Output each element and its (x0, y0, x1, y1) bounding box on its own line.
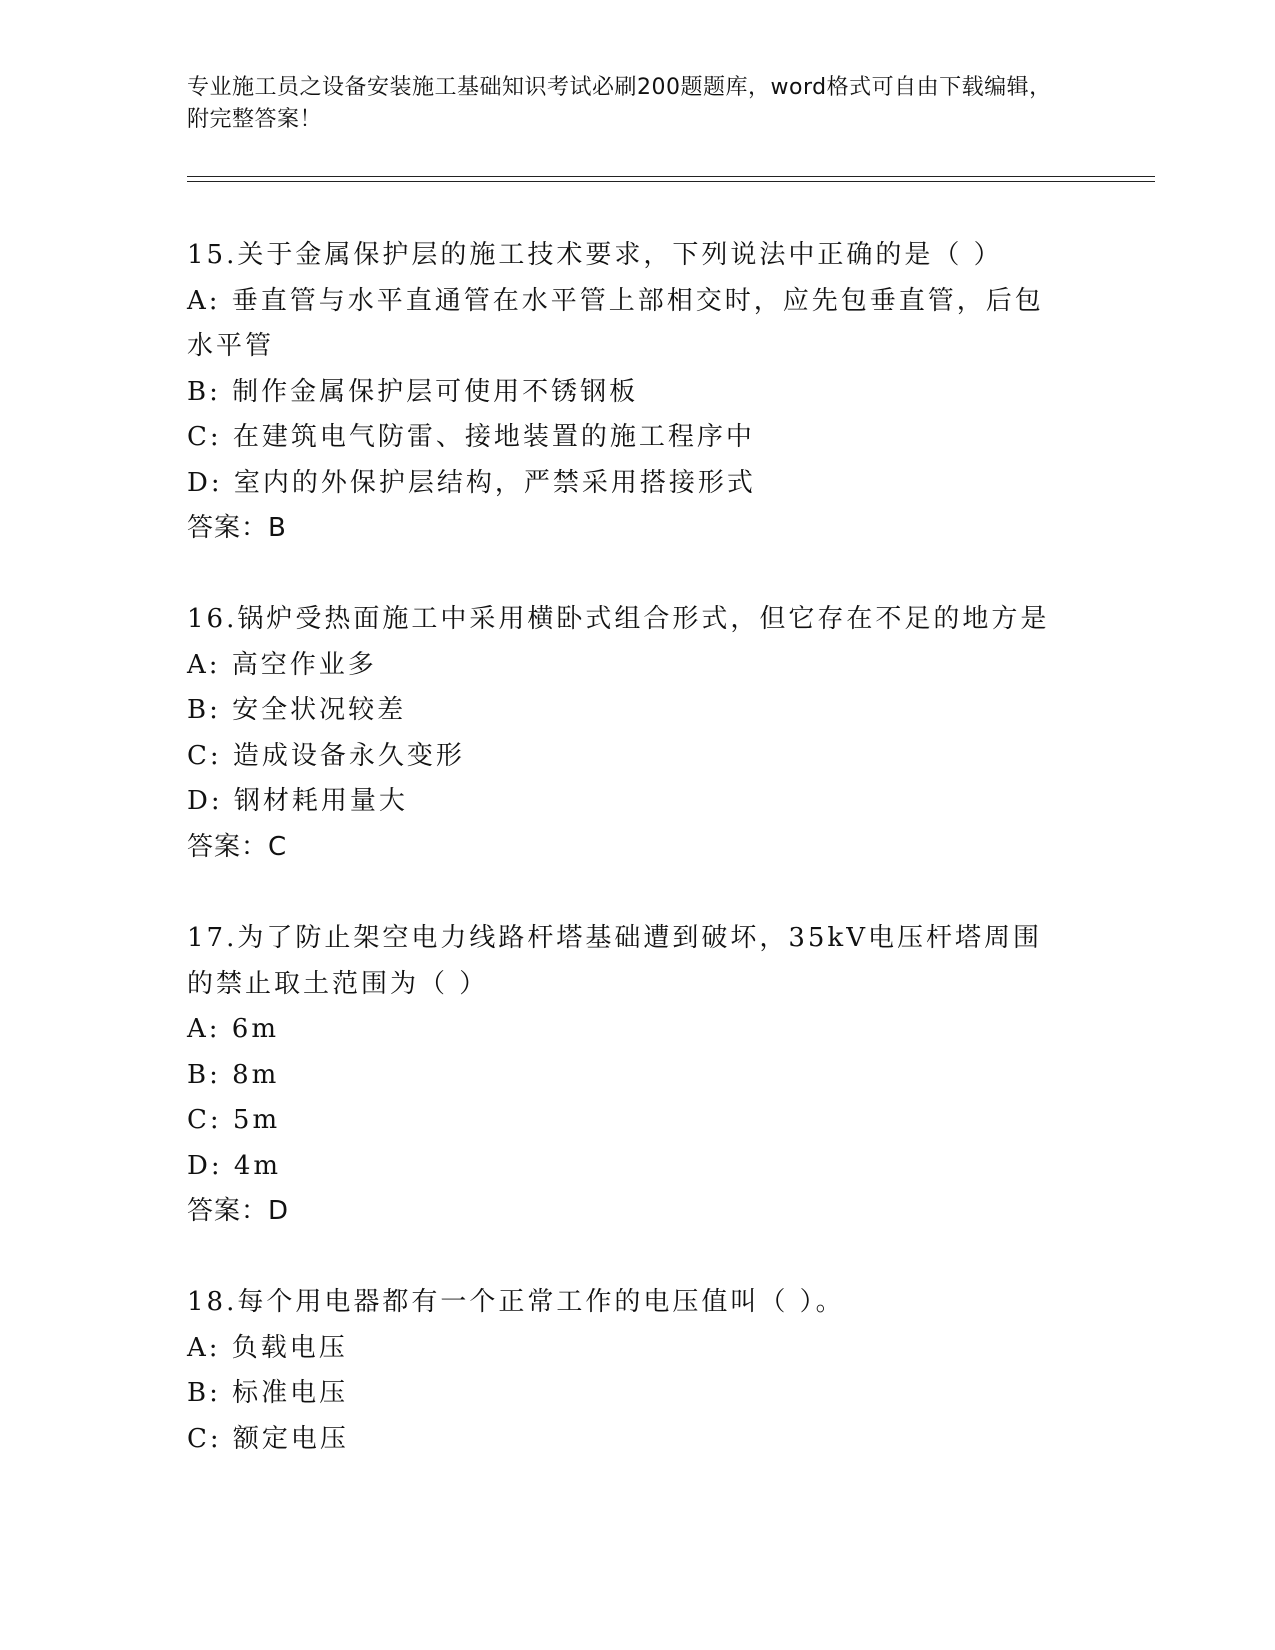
header-divider-top (187, 176, 1155, 177)
option-c: C: 额定电压 (187, 1423, 349, 1454)
option-d: D: 室内的外保护层结构，严禁采用搭接形式 (187, 467, 756, 498)
answer-label: 答案：C (187, 831, 288, 862)
option-c: C: 5m (187, 1105, 281, 1135)
question-stem: 17.为了防止架空电力线路杆塔基础遭到破坏，35kV电压杆塔周围的禁止取土范围为（ ） (187, 923, 1042, 999)
option-b: B: 标准电压 (187, 1378, 349, 1408)
document-header: 专业施工员之设备安装施工基础知识考试必刷200题题库，word格式可自由下载编辑，附完整答案！ (187, 75, 1052, 132)
question-stem: 16.锅炉受热面施工中采用横卧式组合形式，但它存在不足的地方是 (187, 604, 1050, 634)
question-stem: 15.关于金属保护层的施工技术要求，下列说法中正确的是（ ） (187, 240, 1003, 270)
option-c: C: 在建筑电气防雷、接地装置的施工程序中 (187, 422, 755, 452)
question-stem: 18.每个用电器都有一个正常工作的电压值叫（ ）。 (187, 1287, 845, 1317)
option-d: D: 4m (187, 1150, 282, 1181)
option-a: A: 高空作业多 (187, 649, 377, 680)
option-b: B: 制作金属保护层可使用不锈钢板 (187, 376, 639, 407)
option-b: B: 8m (187, 1059, 280, 1090)
answer-label: 答案：B (187, 513, 287, 543)
answer-label: 答案：D (187, 1196, 290, 1226)
question-15 (187, 233, 1087, 552)
option-d: D: 钢材耗用量大 (187, 786, 408, 816)
question-16 (187, 597, 1087, 870)
question-18 (187, 1280, 1087, 1462)
question-17 (187, 916, 1087, 1235)
header-divider-bottom (187, 181, 1155, 182)
option-c: C: 造成设备永久变形 (187, 740, 465, 771)
option-a: A: 6m (187, 1014, 279, 1044)
option-a: A: 负载电压 (187, 1332, 348, 1363)
option-a: A: 垂直管与水平直通管在水平管上部相交时，应先包垂直管，后包水平管 (187, 285, 1044, 361)
option-b: B: 安全状况较差 (187, 695, 407, 725)
